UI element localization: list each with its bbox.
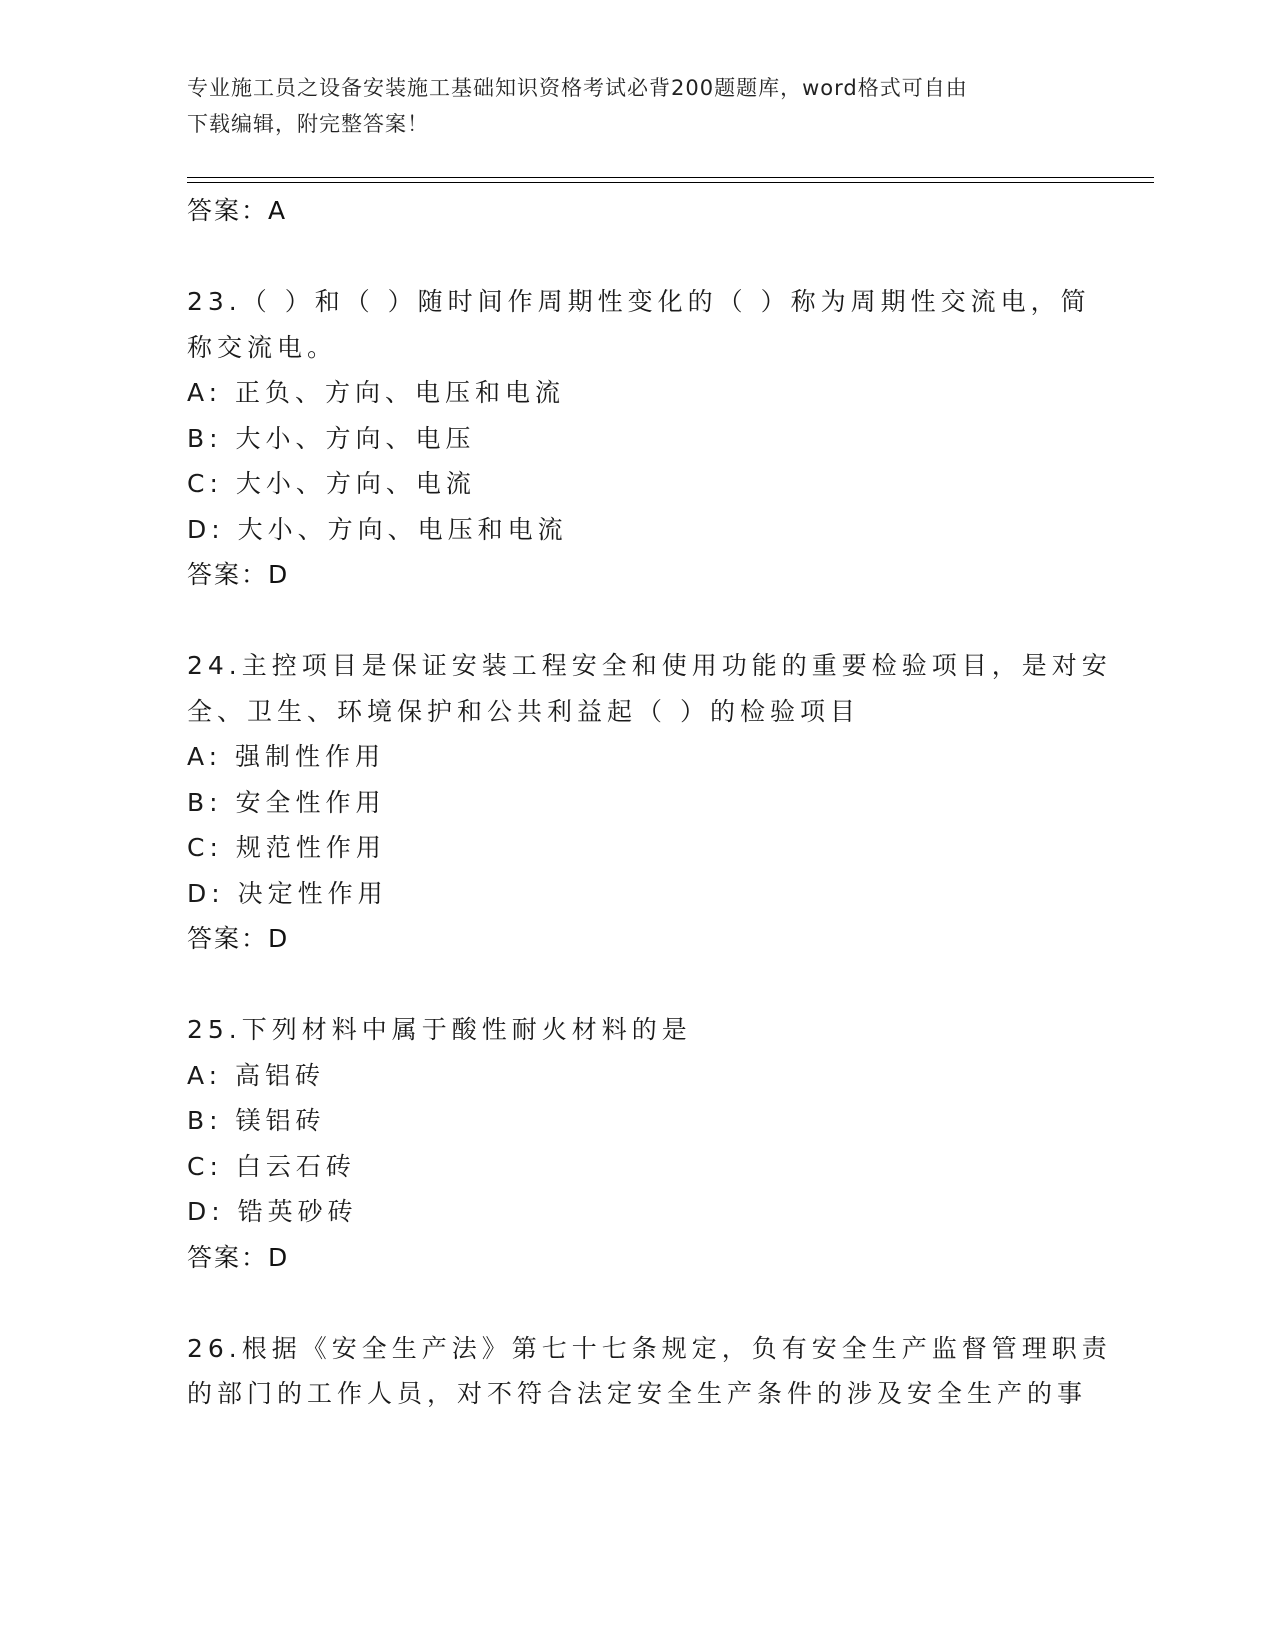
option-d: D: 大小、方向、电压和电流 xyxy=(187,514,568,544)
question-25 xyxy=(187,1007,1087,1280)
option-a: A: 正负、方向、电压和电流 xyxy=(187,378,566,407)
document-body xyxy=(187,188,1112,1417)
answer: 答案：D xyxy=(187,924,290,953)
option-b: B: 安全性作用 xyxy=(187,787,386,817)
question-24 xyxy=(187,643,1112,962)
question-text-line: 的部门的工作人员，对不符合法定安全生产条件的涉及安全生产的事 xyxy=(187,1379,1088,1408)
option-c: C: 大小、方向、电流 xyxy=(187,469,476,498)
spacer xyxy=(187,234,1087,280)
header-divider xyxy=(187,177,1154,183)
spacer xyxy=(187,1280,1087,1326)
question-text-line: 全、卫生、环境保护和公共利益起（ ）的检验项目 xyxy=(187,696,860,726)
document-header xyxy=(187,70,1087,142)
option-b: B: 镁铝砖 xyxy=(187,1106,326,1135)
question-text-line: 26.根据《安全生产法》第七十七条规定，负有安全生产监督管理职责 xyxy=(187,1333,1112,1363)
question-text-line: 25.下列材料中属于酸性耐火材料的是 xyxy=(187,1015,692,1044)
question-26 xyxy=(187,1326,1112,1417)
previous-answer: 答案：A xyxy=(187,196,288,225)
option-c: C: 规范性作用 xyxy=(187,833,386,862)
question-text-line: 称交流电。 xyxy=(187,332,338,362)
question-23 xyxy=(187,279,1091,598)
header-line-1: 专业施工员之设备安装施工基础知识资格考试必背200题题库，word格式可自由 xyxy=(187,76,968,100)
spacer xyxy=(187,598,1087,644)
option-c: C: 白云石砖 xyxy=(187,1151,356,1181)
spacer xyxy=(187,962,1087,1008)
answer: 答案：D xyxy=(187,1242,290,1272)
question-text-line: 23.（ ）和（ ）随时间作周期性变化的（ ）称为周期性交流电，简 xyxy=(187,287,1091,316)
answer: 答案：D xyxy=(187,560,290,589)
option-d: D: 锆英砂砖 xyxy=(187,1197,358,1226)
option-a: A: 高铝砖 xyxy=(187,1060,326,1090)
option-a: A: 强制性作用 xyxy=(187,742,386,771)
header-line-2: 下载编辑，附完整答案！ xyxy=(187,112,429,136)
question-text-line: 24.主控项目是保证安装工程安全和使用功能的重要检验项目，是对安 xyxy=(187,651,1112,680)
option-b: B: 大小、方向、电压 xyxy=(187,423,476,453)
option-d: D: 决定性作用 xyxy=(187,878,388,908)
